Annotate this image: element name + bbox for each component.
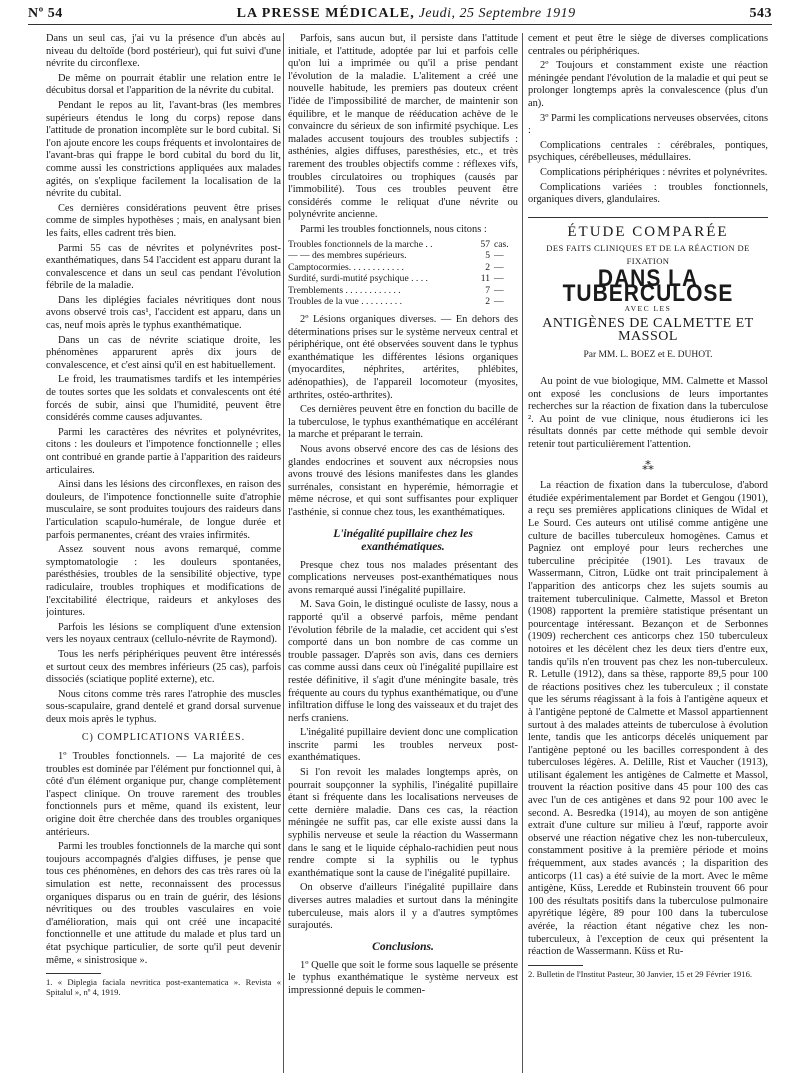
paragraph: Assez souvent nous avons remarqué, comme symptomatologie : les douleurs spontanées, parésthésies, troubles de la sensibilité objective, type radiculaire, troubles trophiques et modifications de l'excitabilité électrique, raideurs et ankyloses des jointures. [46, 544, 281, 619]
paragraph: Dans un cas de névrite sciatique droite, les phénomènes apparurent après dix jours de convalescence, et c'est ainsi qu'il en est habituellement. [46, 334, 281, 371]
paragraph: Presque chez tous nos malades présentant des complications nerveuses post-exanthématiques nous avons remarqué aussi l'inégalité pupillaire. [288, 559, 518, 596]
footnote-rule [46, 973, 101, 974]
paragraph: Parmi les caractères des névrites et polynévrites, citons : les douleurs et l'impotence fonctionnelle ; elles ont contribué en grande partie à l'apparition des raideurs articulaires. [46, 426, 281, 476]
paragraph: Complications périphériques : névrites et polynévrites. [540, 166, 768, 178]
paragraph: Parmi les troubles fonctionnels, nous citons : [300, 223, 487, 235]
paragraph: 3º Parmi les complications nerveuses observées, citons : [528, 112, 768, 137]
article-rule [528, 217, 768, 218]
paragraph: 1º Troubles fonctionnels. — La majorité de ces troubles est dominée par l'élément pur fonctionnel qui, à côté d'un élément organique pur, change complètement l'aspect clinique. On trouve rarement des troubles fonctionnels purs et même, quand ils existent, leur origine doit être cherchée dans des troubles organiques antérieurs. [46, 751, 281, 838]
paragraph: Le froid, les traumatismes tardifs et les intempéries de toutes sortes que les soldats et convalescents ont été forcés de subir, ainsi que l'humidité, peuvent être considérés comme causes adjuvantes. [46, 374, 281, 424]
paragraph: Dans les diplégies faciales névritiques dont nous avons observé trois cas¹, l'accident est apparu, dans un cas, neuf mois après le typhus exanthématique. [46, 294, 281, 332]
paragraph: De même on pourrait établir une relation entre le décubitus dorsal et l'apparition de la névrite du cubital. [46, 72, 281, 97]
paragraph: M. Sava Goin, le distingué oculiste de Iassy, nous a rapporté qu'il a observé parfois, même pendant l'évolution fébrile de la maladie, cet accident qui s'est comporté dans un bon nombre de cas comme un trouble passager. D'après son avis, dans ces derniers cas comme aussi dans ceux où l'inégalité pupillaire est restée définitive, il s'agit d'une méningite basale, très fréquente au cours du typhus exanthématique, ou d'une infiltration diffuse le long des vaisseaux et du trajet des nerfs craniens. [288, 599, 518, 724]
conclusions-heading: Conclusions. [372, 940, 434, 953]
footnote-rule [528, 965, 583, 966]
article-title-line-4: AVEC LES [624, 303, 672, 313]
journal-title: LA PRESSE MÉDICALE, [236, 6, 415, 21]
table-row: Surdité, surdi-mutité psychique . . . . 11 — [288, 273, 504, 285]
paragraph: Ces dernières peuvent être en fonction du bacille de la tuberculose, le typhus exanthématique en accélérant la marche et préparant le terrain. [288, 404, 518, 441]
section-heading: L'inégalité pupillaire chez les exanthématiques. [333, 527, 473, 553]
article-authors: Par MM. L. BOEZ et E. DUHOT. [583, 350, 713, 361]
issue-number: Nº 54 [28, 6, 63, 21]
paragraph: Parfois les lésions se compliquent d'une extension vers les noyaux centraux (cellulo-névrite de Raymond). [46, 621, 281, 646]
asterism: ⁂ [642, 458, 654, 473]
paragraph: Ainsi dans les lésions des circonflexes, en raison des douleurs, de l'impotence fonctionnelle suite d'atrophie musculaire, se sont produites toujours des raideurs dans l'articulation scapulo-humérale, de longue durée et parfois permanentes, créant des vraies infirmités. [46, 479, 281, 541]
article-title-main: DANS LA TUBERCULOSE [562, 264, 734, 306]
paragraph: La réaction de fixation dans la tuberculose, d'abord étudiée expérimentalement par Bordet et Gengou (1901), a reçu ses premières applications cliniques de Widal et Le Sourd. Ces auteurs ont utilisé comme antigène une culture de bacilles tuberculeux homogènes. Camus et Pagniez ont employé pour leurs recherches une tuberculine précipitée (1901). Les travaux de Wassermann, Citron, Lüdke ont trait principalement à l'apparition des anticorps chez les sujets soumis au traitement tuberculinique. Calmette, Massol et Breton (1908) rapportent la première statistique présentant un pourcentage intéressant. Bezançon et de Serbonnes (1909) recherchent ces anticorps chez 150 tuberculeux notoires et les décèlent chez les deux tiers d'entre eux, tandis qu'ils n'en trouvent pas chez les non-tuberculeux. R. Letulle (1912), dans sa thèse, rapporte 89,5 pour 100 de réactions positives chez les tuberculeux ; il constate que les sérums réagissant à la fois à l'antigène aqueux et à l'antigène peptoné de Calmette et Massol appartiennent surtout à des malades atteints de tuberculose à évolution lente, tandis que les anticorps décelés uniquement par l'antigène peptoné ou les bacilles correspondent à des tuberculoses légères. A. Delille, Rist et Vaucher (1913), utilisant également les antigènes de Calmette et Massol, trouvent la réaction positive dans 45 pour 100 des cas avec l'un de ces antigènes et dans 92 pour 100 avec le second. A. Besredka (1914), au moyen de son antigène extrait d'une culture sur milieu à l'œuf, rapporte avoir observé une réaction négative chez les non-tuberculeux, constamment positive à la première période et moins fréquemment, aux stades avancés ; la disparition des anticorps (11 cas) a été suivie de la mort. Avec le même antigène, Küss, Leredde et Rubinstein trouvent 66 pour 100 des résultats positifs dans la tuberculose pulmonaire apyrétique légère, 89 pour 100 dans la tuberculose avérée, la réaction étant négative chez les non-tuberculeux, à l'exception de ceux qui présentent la réaction de Wassermann. Küss et Ru- [528, 480, 768, 958]
column-2 [288, 33, 518, 1073]
paragraph: Nous citons comme très rares l'atrophie des muscles sous-scapulaire, grand dentelé et grand dorsal survenue deux mois après le typhus. [46, 688, 281, 725]
page-number: 543 [749, 6, 772, 21]
paragraph: Ces dernières considérations peuvent être prises comme de simples hypothèses ; mais, en analysant bien les faits, elles cadrent très bien. [46, 202, 281, 239]
paragraph: On observe d'ailleurs l'inégalité pupillaire dans diverses autres maladies et surtout dans la méningite tuberculeuse, mais alors il y a d'autres symptômes surajoutés. [288, 882, 518, 932]
paragraph: Au point de vue biologique, MM. Calmette et Massol ont exposé les conclusions de leurs importantes recherches sur la réaction de fixation dans la tuberculose ². Au point de vue clinique, nous étudierons ici les résultats donnés par cette méthode qui semble devoir retenir tout particulièrement l'attention. [528, 376, 768, 451]
paragraph: Tous les nerfs périphériques peuvent être intéressés et surtout ceux des membres inférieurs (25 cas), parfois dissociés (sciatique poplité externe), etc. [46, 648, 281, 686]
paragraph: 1º Quelle que soit le forme sous laquelle se présente le typhus exanthématique le système nerveux est impressionné depuis le commen- [288, 959, 518, 996]
paragraph: L'inégalité pupillaire devient donc une complication inscrite parmi les troubles nerveux post-exanthématiques. [288, 727, 518, 764]
paragraph: Complications centrales : cérébrales, pontiques, psychiques, cérébelleuses, médullaires. [528, 139, 768, 164]
footnote: 2. Bulletin de l'Institut Pasteur, 30 Janvier, 15 et 29 Février 1916. [528, 968, 753, 979]
functional-troubles-table [288, 239, 518, 309]
paragraph: 2º Toujours et constamment existe une réaction méningée pendant l'évolution de la maladie et qui peut se prolonger longtemps après la convalescence (plus d'un an). [528, 60, 768, 109]
issue-date: Jeudi, 25 Septembre 1919 [418, 6, 576, 21]
paragraph: Dans un seul cas, j'ai vu la présence d'un abcès au niveau du deltoïde (bord postérieur), qui fut suivi d'une névrite du circonflexe. [46, 33, 281, 70]
page-header [28, 4, 772, 24]
article-title-line-5: ANTIGÈNES DE CALMETTE ET MASSOL [542, 316, 754, 344]
paragraph: Nous avons observé encore des cas de lésions des glandes endocrines et souvent aux nécropsies nous avons trouvé des lésions manifestes dans les glandes surrénales, consistant en hyperémie, hémorragie et même nécrose, et qui sont suffisantes pour expliquer l'asthénie, si connue chez tous, les exanthématiques. [288, 444, 518, 518]
journal-line [237, 6, 576, 22]
paragraph: Parmi 55 cas de névrites et polynévrites post-exanthématiques, dans 54 l'accident est apparu durant la convalescence et dans un seul cas pendant l'évolution fébrile de la maladie. [46, 242, 281, 292]
table-row: Tremblements . . . . . . . . . . . . 7 — [288, 284, 504, 296]
article-title-line-1: ÉTUDE COMPARÉE [567, 223, 729, 240]
section-heading: C) COMPLICATIONS VARIÉES. [81, 732, 246, 744]
paragraph: Si l'on revoit les malades longtemps après, on pourrait soupçonner la syphilis, l'inégalité pupillaire étant si fréquente dans les localisations nerveuses de cette dernière maladie. Dans ces cas, la réaction méningée ne suffit pas, car elle existe aussi dans la syphilis nerveuse et seule la réaction du Wassermann dans le sang et le liquide céphalo-rachidien peut nous rendre compte si la syphilis ou le typhus exanthématique sont la cause de l'inégalité pupillaire. [288, 767, 518, 879]
article-title-line-2: DES FAITS CLINIQUES ET DE LA RÉACTION DE FIXATION [546, 243, 750, 266]
table-row: Troubles fonctionnels de la marche . . 57 cas. [288, 238, 509, 250]
column-divider [283, 33, 284, 1073]
paragraph: Parmi les troubles fonctionnels de la marche qui sont toujours accompagnés d'algies diffuses, je pense que tous ces phénomènes, en dehors des cas très rares où la simulation est nette, reconnaissent des processus organiques disparus ou en train de guérir, des lésions névritiques ou des troubles vasculaires en voie d'amélioration, mais qui ont créé une incapacité fonctionnelle et une attitude du malade et plus tard un état psychique particulier, de sorte qu'il peut devenir même, « sinistrosique ». [46, 841, 281, 966]
paragraph: Parfois, sans aucun but, il persiste dans l'attitude initiale, et l'attitude, adoptée par lui et parfois celle qu'on lui a imprimée ou qu'il a prise pendant l'évolution de la maladie. L'alitement a créé une nouvelle habitude, les premiers pas douteux créent l'idée de l'impossibilité de marcher, de maintenir son équilibre, et le manque de rééducation achève de le convaincre du sérieux de son infirmité psychique. Les malades accusent toujours des troubles subjectifs : asthénies, algies diffuses, paresthésies, etc., et très rarement des troubles objectifs comme : réflexes vifs, troubles circulatoires ou trophiques (causés par l'immobilité). Tous ces troubles peuvent être considérés comme le reliquat d'une névrite ou polynévrite ancienne. [288, 33, 518, 221]
paragraph: Pendant le repos au lit, l'avant-bras (les membres supérieurs étendus le long du corps) repose dans l'attitude de pronation incomplète sur le bord cubital. Si l'on ajoute encore les coups fréquents et involontaires de l'avant-bras qui frappe le bord cubital du bord du lit, comme aussi les constrictions appliquées aux malades agités, on s'explique facilement la localisation de la névrite du cubital. [46, 99, 281, 200]
paragraph: cement et peut être le siège de diverses complications centrales ou périphériques. [528, 33, 768, 57]
column-divider [522, 33, 523, 1073]
footnote: 1. « Diplegia faciala nevritica post-exantematica ». Revista « Spitalul », nº 4, 1919. [46, 977, 281, 998]
column-3 [528, 33, 768, 1073]
paragraph: Complications variées : troubles fonctionnels, organiques divers, glandulaires. [528, 181, 768, 206]
paragraph: 2º Lésions organiques diverses. — En dehors des déterminations prises sur le système nerveux central et périphérique, ont été observées souvent dans le typhus exanthématique les différentes lésions organiques (myocardites, néphrites, artérites, phlébites, adénopathies), de l'appareil locomoteur (myosites, arthrites, ostéo-arthrites). [288, 314, 518, 401]
table-row: — — des membres supérieurs. 5 — [288, 250, 504, 262]
header-rule [28, 24, 772, 25]
column-1 [46, 33, 281, 1073]
table-row: Troubles de la vue . . . . . . . . . 2 — [288, 296, 504, 308]
table-row: Camptocormies. . . . . . . . . . . . 2 — [288, 261, 504, 273]
